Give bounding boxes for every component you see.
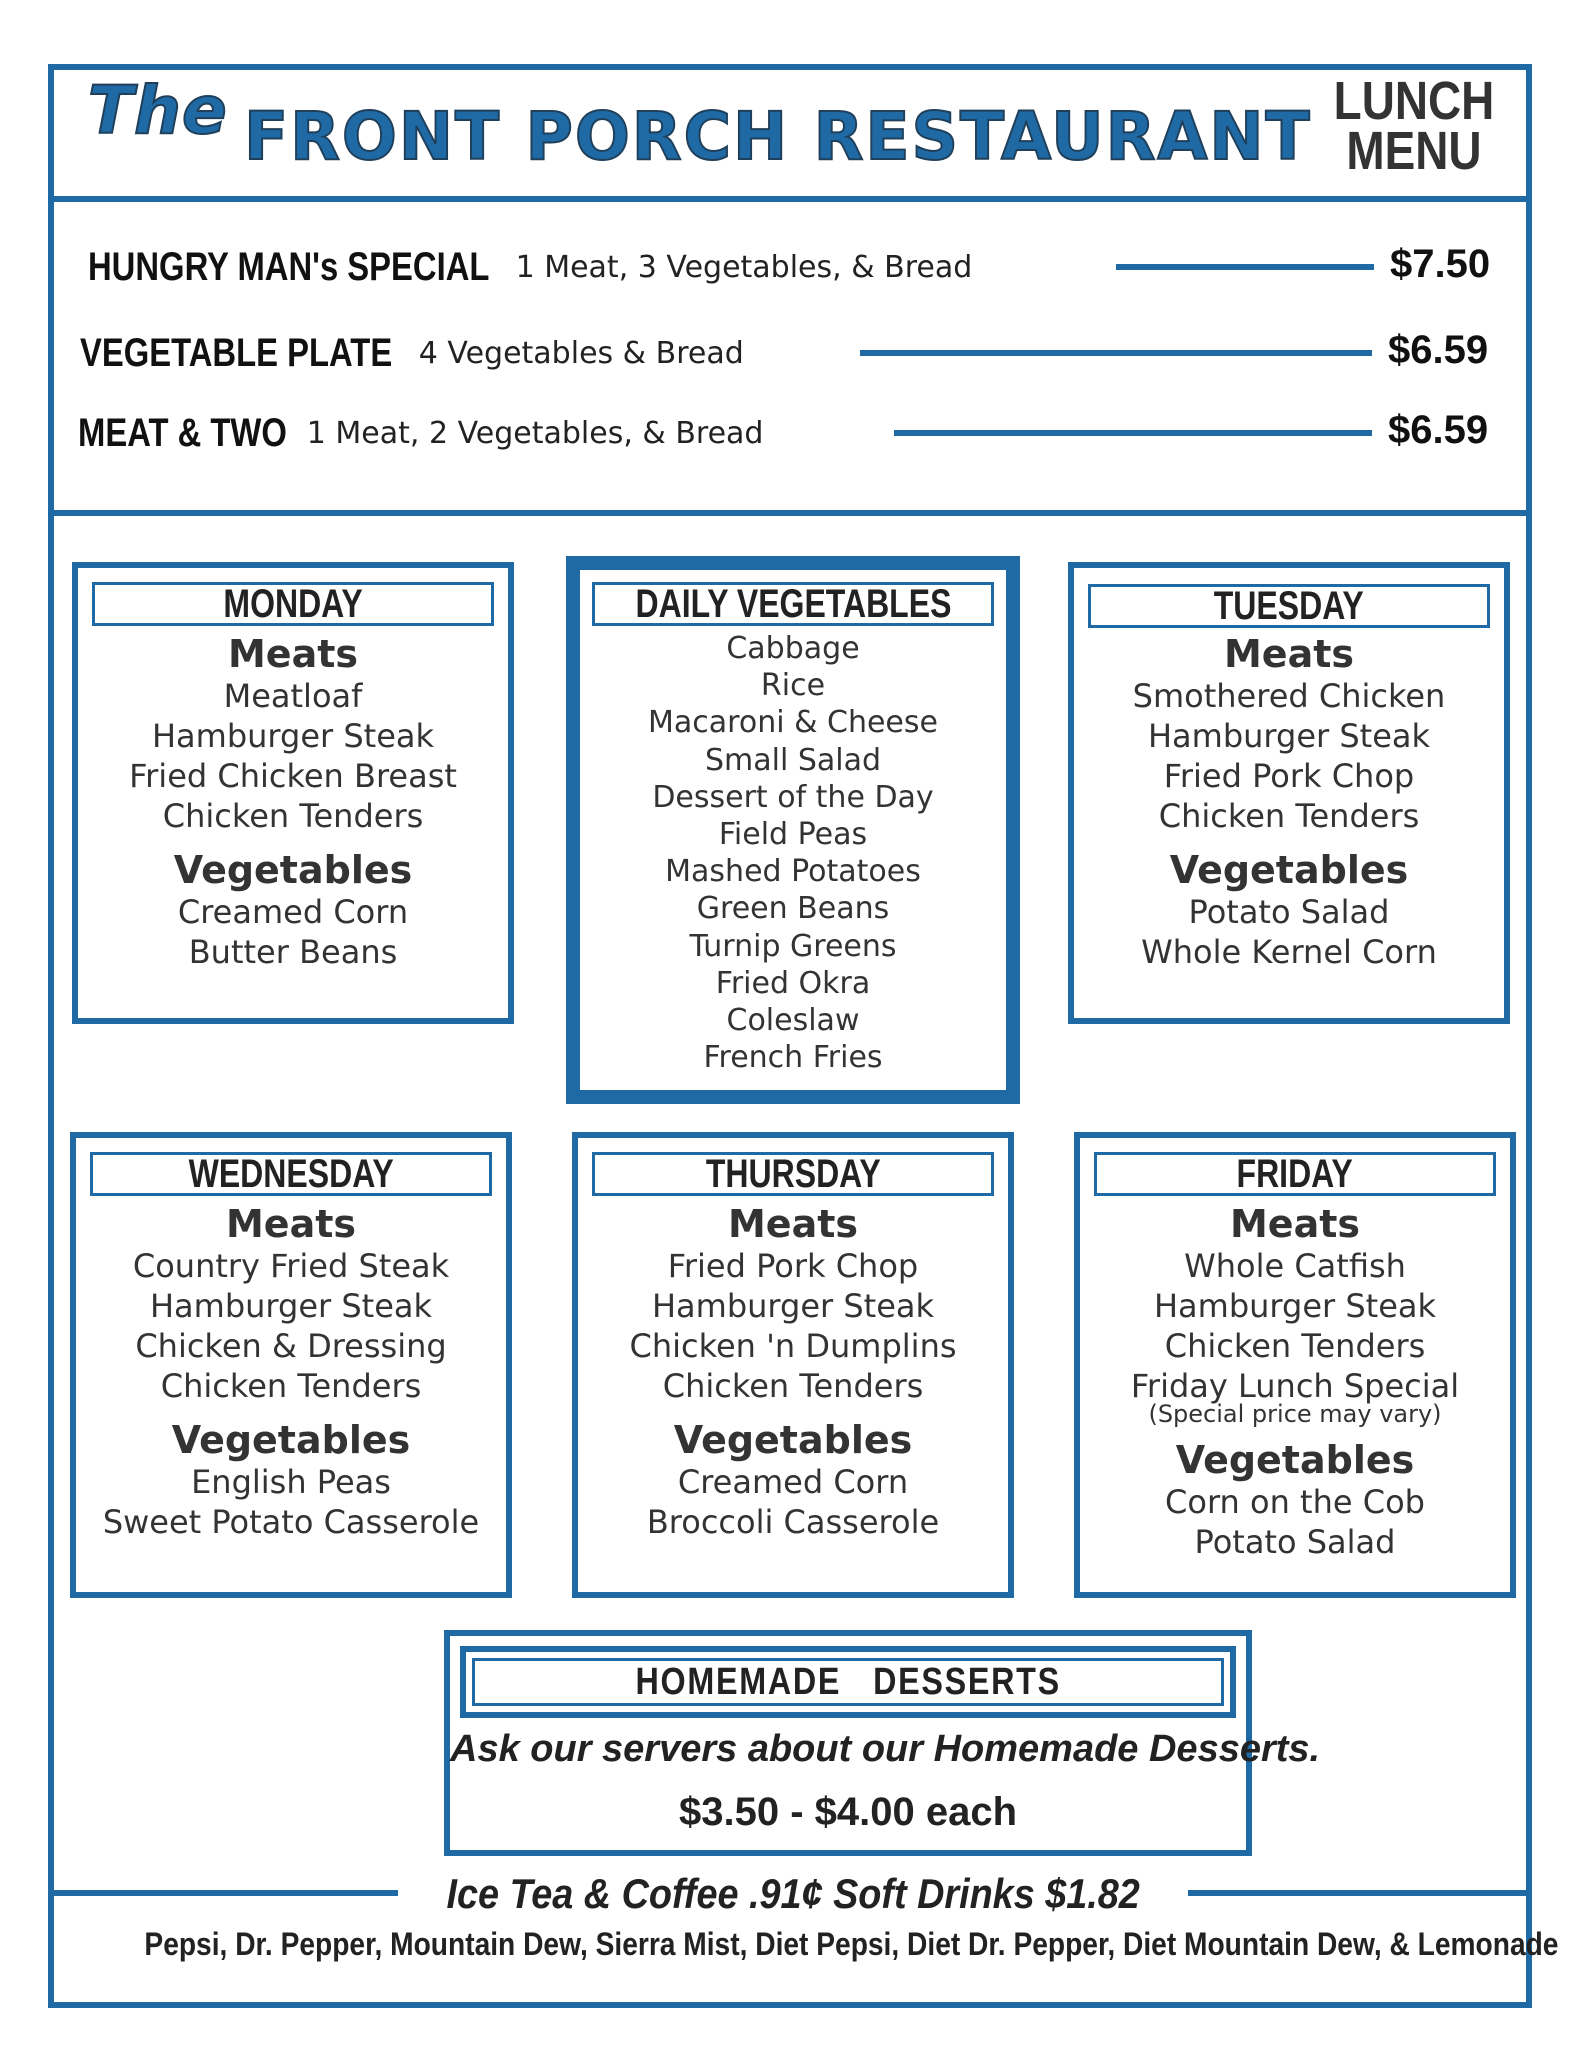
tuesday-header: TUESDAY <box>1088 584 1490 628</box>
daily-vegetable-item: Cabbage <box>726 631 860 666</box>
meat-item: Chicken Tenders <box>1158 797 1420 835</box>
meat-item: Friday Lunch Special <box>1130 1367 1460 1405</box>
restaurant-name: FRONT PORCH RESTAURANT <box>244 98 1312 175</box>
monday-box <box>72 562 514 1024</box>
monday-header: MONDAY <box>92 582 494 626</box>
daily-vegetable-item: Fried Okra <box>715 965 871 1001</box>
vegetable-item: Potato Salad <box>1188 893 1390 931</box>
vegetable-item: Potato Salad <box>1194 1523 1396 1561</box>
special-desc: 1 Meat, 3 Vegetables, & Bread <box>515 249 973 285</box>
daily-vegetable-item: Green Beans <box>696 891 890 927</box>
special-price-note: (Special price may vary) <box>1148 1400 1442 1428</box>
price-leader-line <box>1116 264 1374 270</box>
thursday-content <box>578 1202 1008 1542</box>
price-leader-line <box>894 430 1372 436</box>
special-desc: 1 Meat, 2 Vegetables, & Bread <box>306 415 764 451</box>
monday-content <box>78 632 508 972</box>
wednesday-header: WEDNESDAY <box>90 1152 492 1196</box>
meat-item: Chicken Tenders <box>662 1367 924 1405</box>
desserts-header: HOMEMADE DESSERTS <box>472 1658 1224 1706</box>
vegetable-item: Whole Kernel Corn <box>1141 933 1437 971</box>
meat-item: Fried Pork Chop <box>1163 757 1415 795</box>
special-price: $6.59 <box>1388 328 1489 372</box>
special-hungry-man <box>88 242 972 292</box>
daily-vegetable-item: Macaroni & Cheese <box>648 705 938 741</box>
special-name: HUNGRY MAN's SPECIAL <box>88 244 490 289</box>
vegetables-heading: Vegetables <box>1175 1438 1415 1482</box>
meat-item: Chicken 'n Dumplins <box>629 1327 957 1365</box>
meats-heading: Meats <box>1223 632 1354 676</box>
vegetables-heading: Vegetables <box>173 848 413 892</box>
vegetable-item: Creamed Corn <box>177 893 409 931</box>
friday-box <box>1074 1132 1516 1598</box>
special-price: $6.59 <box>1388 408 1489 452</box>
meat-item: Smothered Chicken <box>1132 677 1446 715</box>
daily-vegetable-item: Field Peas <box>718 817 868 853</box>
vegetable-item: Sweet Potato Casserole <box>102 1503 480 1541</box>
special-name: MEAT & TWO <box>78 410 287 455</box>
daily-vegetable-item: Coleslaw <box>726 1003 860 1039</box>
price-leader-line <box>860 350 1372 356</box>
daily-vegetable-item: Turnip Greens <box>689 928 897 964</box>
meats-heading: Meats <box>227 632 358 676</box>
meat-item: Fried Chicken Breast <box>129 757 457 795</box>
vegetable-item: Butter Beans <box>188 933 398 971</box>
meat-item: Hamburger Steak <box>149 1287 433 1325</box>
meat-item: Fried Pork Chop <box>667 1247 919 1285</box>
meats-heading: Meats <box>1229 1202 1360 1246</box>
thursday-box <box>572 1132 1014 1598</box>
special-desc: 4 Vegetables & Bread <box>418 335 744 371</box>
tuesday-box <box>1068 562 1510 1024</box>
vegetables-heading: Vegetables <box>1169 848 1409 892</box>
drinks-pricing: Ice Tea & Coffee .91¢ Soft Drinks $1.82 <box>398 1866 1188 1922</box>
daily-vegetable-item: French Fries <box>703 1040 883 1076</box>
vegetables-heading: Vegetables <box>171 1418 411 1462</box>
header-divider <box>48 196 1532 202</box>
meat-item: Chicken Tenders <box>160 1367 422 1405</box>
special-name: VEGETABLE PLATE <box>80 330 393 375</box>
desserts-description: Ask our servers about our Homemade Desserts. <box>450 1728 1321 1770</box>
daily-vegetable-item: Dessert of the Day <box>652 779 934 815</box>
desserts-price: $3.50 - $4.00 each <box>678 1790 1018 1834</box>
meat-item: Whole Catfish <box>1184 1247 1406 1285</box>
daily-vegetable-item: Rice <box>760 668 826 704</box>
meat-item: Hamburger Steak <box>1147 717 1431 755</box>
wednesday-box <box>70 1132 512 1598</box>
lunch-label: LUNCH <box>1333 71 1495 131</box>
special-price: $7.50 <box>1390 242 1491 286</box>
daily-vegetables-header: DAILY VEGETABLES <box>592 582 994 626</box>
soft-drink-brands: Pepsi, Dr. Pepper, Mountain Dew, Sierra Mist, Diet Pepsi, Diet Dr. Pepper, Diet Mountain Dew, & Lemonade <box>144 1926 1559 1962</box>
daily-vegetable-item: Small Salad <box>704 742 882 778</box>
daily-vegetable-item: Mashed Potatoes <box>665 854 921 890</box>
vegetables-heading: Vegetables <box>673 1418 913 1462</box>
lunch-menu-label <box>1331 71 1498 181</box>
thursday-header: THURSDAY <box>592 1152 994 1196</box>
special-meat-and-two <box>78 408 763 458</box>
vegetable-item: Broccoli Casserole <box>646 1503 940 1541</box>
tuesday-content <box>1074 632 1504 972</box>
menu-label: MENU <box>1346 121 1482 181</box>
meat-item: Hamburger Steak <box>651 1287 935 1325</box>
meat-item: Meatloaf <box>223 677 363 715</box>
meat-item: Hamburger Steak <box>151 717 435 755</box>
desserts-box <box>444 1630 1321 1856</box>
meats-heading: Meats <box>727 1202 858 1246</box>
special-vegetable-plate <box>80 328 744 378</box>
specials-divider <box>48 510 1532 516</box>
daily-vegetables-list <box>580 630 1006 1076</box>
vegetable-item: Creamed Corn <box>677 1463 909 1501</box>
friday-content <box>1080 1202 1510 1562</box>
vegetable-item: English Peas <box>191 1463 391 1501</box>
daily-vegetables-box <box>566 556 1020 1104</box>
vegetable-item: Corn on the Cob <box>1165 1483 1425 1521</box>
meat-item: Country Fried Steak <box>132 1247 450 1285</box>
meats-heading: Meats <box>225 1202 356 1246</box>
wednesday-content <box>76 1202 506 1542</box>
meat-item: Hamburger Steak <box>1153 1287 1437 1325</box>
meat-item: Chicken Tenders <box>1164 1327 1426 1365</box>
title-the: The <box>88 72 228 149</box>
meat-item: Chicken Tenders <box>162 797 424 835</box>
friday-header: FRIDAY <box>1094 1152 1496 1196</box>
meat-item: Chicken & Dressing <box>135 1327 447 1365</box>
